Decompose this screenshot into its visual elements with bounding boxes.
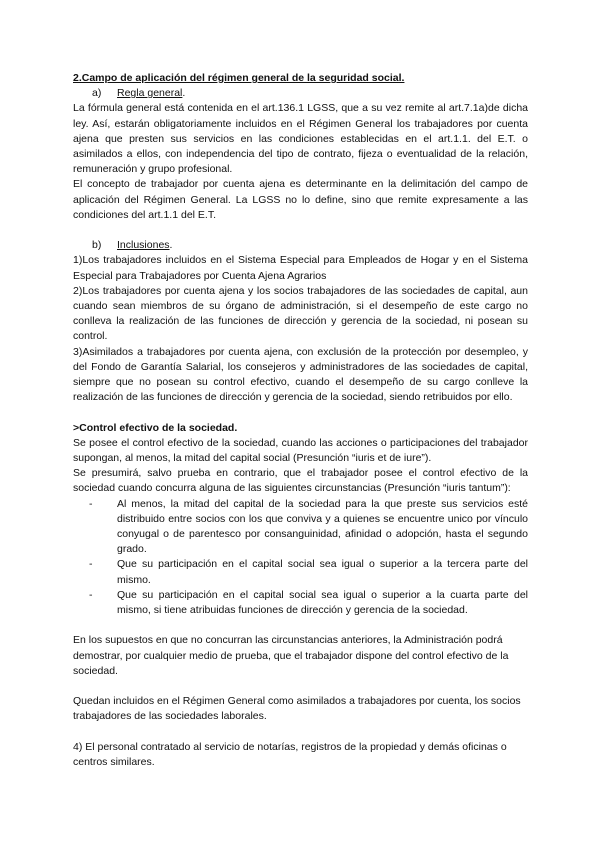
inclusion-item-2: 2)Los trabajadores por cuenta ajena y los socios trabajadores de las sociedades de capital, aun cuando sean miembros de su órgano de administración, si el desempeño de este cargo no conlleva la realización de las funciones de dirección y gerencia de la sociedad, ni posean su control. bbox=[73, 284, 528, 343]
spacer bbox=[73, 618, 528, 633]
subsection-a-title: Regla general bbox=[117, 87, 183, 100]
list-item-text: Que su participación en el capital social sea igual o superior a la cuarta parte del mismo, si tiene atribuidas funciones de dirección y gerencia de la sociedad. bbox=[117, 588, 528, 617]
spacer bbox=[73, 223, 528, 238]
subsection-a-heading bbox=[73, 86, 528, 101]
spacer bbox=[73, 679, 528, 694]
list-item-text: Que su participación en el capital social sea igual o superior a la tercera parte del mismo. bbox=[117, 558, 528, 586]
regla-general-paragraph-1: La fórmula general está contenida en el art.136.1 LGSS, que a su vez remite al art.7.1a)de dicha ley. Así, estarán obligatoriamente incluidos en el Régimen General los trabajadores por cuenta ajena que presten sus servicios en las condiciones establecidas en el art.1.1. del E.T. o asimilados a ellos, con independencia del tipo de contrato, fijeza o eventualidad de la relación, remuneración y grupo profesional. bbox=[73, 102, 528, 176]
list-item bbox=[89, 557, 528, 587]
inclusion-item-1: 1)Los trabajadores incluidos en el Sistema Especial para Empleados de Hogar y en el Sistema Especial para Trabajadores por Cuenta Ajena Agrarios bbox=[73, 254, 528, 282]
bullet-dash: - bbox=[89, 558, 93, 571]
list-item bbox=[89, 588, 528, 618]
regla-general-paragraph-2: El concepto de trabajador por cuenta ajena es determinante en la delimitación del campo de aplicación del Régimen General. La LGSS no lo define, sino que remite expresamente a las condiciones del art.1.1 del E.T. bbox=[73, 178, 528, 221]
control-paragraph-3: En los supuestos en que no concurran las circunstancias anteriores, la Administración podrá demostrar, por cualquier medio de prueba, que el trabajador dispone del control efectivo de la sociedad. bbox=[73, 634, 509, 677]
control-paragraph-4: Quedan incluidos en el Régimen General como asimilados a trabajadores por cuenta, los socios trabajadores de las sociedades laborales. bbox=[73, 695, 521, 723]
inclusion-item-3: 3)Asimilados a trabajadores por cuenta ajena, con exclusión de la protección por desempleo, y del Fondo de Garantía Salarial, los consejeros y administradores de las sociedades de capital, siempre que no posean su control efectivo, cuando el desempeño de su cargo conlleve la realización de las funciones de dirección y gerencia de la sociedad, siendo retribuidos por ello. bbox=[73, 345, 528, 404]
subsection-a-suffix: . bbox=[182, 87, 186, 100]
bullet-dash: - bbox=[89, 588, 93, 601]
section-title: 2.Campo de aplicación del régimen general de la seguridad social. bbox=[73, 72, 405, 84]
subsection-b-label: b) bbox=[92, 239, 102, 252]
list-item-text: Al menos, la mitad del capital de la sociedad para la que preste sus servicios esté distribuido entre socios con los que conviva y a quienes se encuentre unico por vínculo conyugal o de parentesco por consanguinidad, afinidad o adopción, hasta el segundo grado. bbox=[117, 497, 528, 556]
spacer bbox=[73, 405, 528, 420]
circumstances-list bbox=[73, 497, 528, 619]
subsection-b-title: Inclusiones bbox=[117, 239, 170, 252]
control-efectivo-heading: >Control efectivo de la sociedad. bbox=[73, 421, 238, 434]
control-paragraph-1: Se posee el control efectivo de la sociedad, cuando las acciones o participaciones del trabajador supongan, al menos, la mitad del capital social (Presunción “iuris et de iure”). bbox=[73, 436, 528, 465]
control-paragraph-2: Se presumirá, salvo prueba en contrario, que el trabajador posee el control efectivo de la sociedad cuando concurra alguna de las siguientes circunstancias (Presunción “iuris tantum”): bbox=[73, 467, 528, 495]
subsection-a-label: a) bbox=[92, 87, 102, 100]
control-paragraph-5: 4) El personal contratado al servicio de notarías, registros de la propiedad y demás oficinas o centros similares. bbox=[73, 740, 507, 769]
subsection-b-heading bbox=[73, 238, 528, 253]
bullet-dash: - bbox=[89, 497, 93, 510]
spacer bbox=[73, 725, 528, 740]
subsection-b-suffix: . bbox=[169, 239, 173, 252]
list-item bbox=[89, 497, 528, 558]
